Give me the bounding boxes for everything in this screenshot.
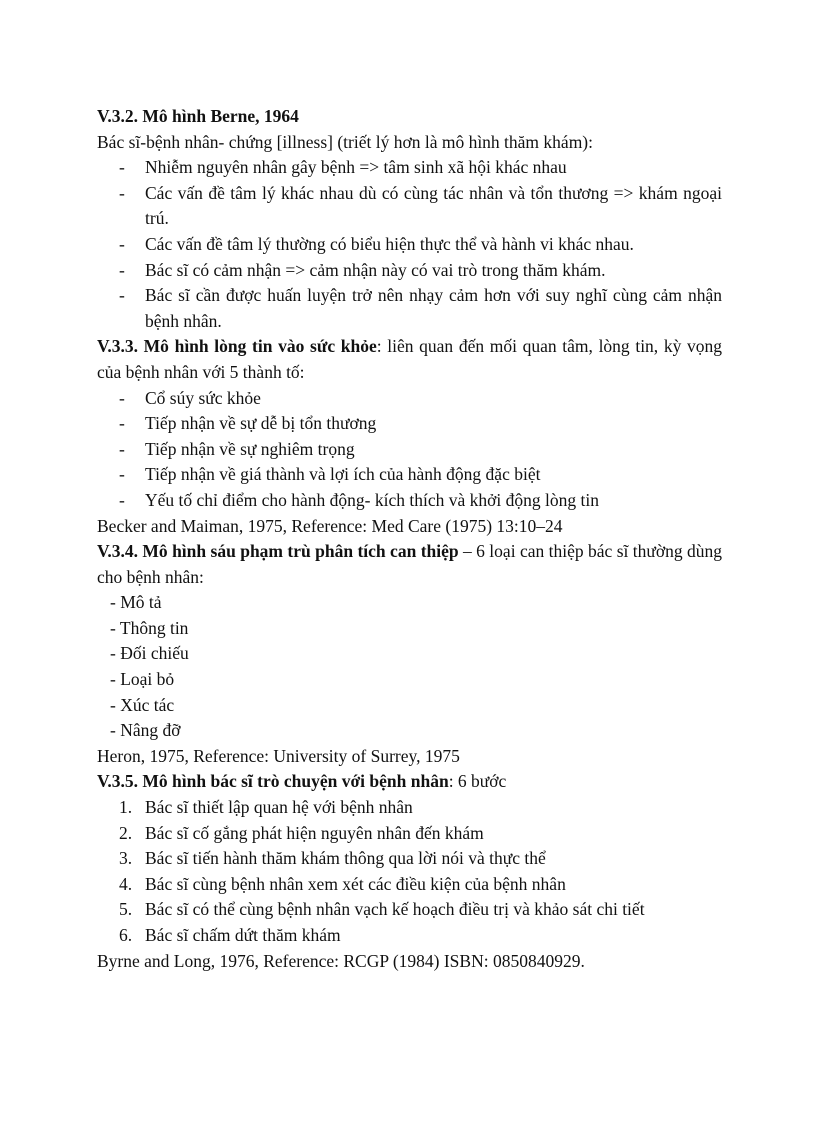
item-number: 4. [119, 873, 133, 894]
reference-v34: Heron, 1975, Reference: University of Surrey, 1975 [97, 745, 460, 766]
list-item: - Tiếp nhận về giá thành và lợi ích của hành động đặc biệt [97, 462, 722, 488]
item-number: 6. [119, 925, 133, 945]
item-number: 3. [119, 848, 133, 869]
item-number: 2. [119, 822, 133, 843]
list-item: - Nâng đỡ [110, 720, 181, 741]
numbered-item [97, 821, 722, 847]
list-item: - Cổ súy sức khỏe [97, 386, 722, 412]
list-item: - Các vấn đề tâm lý thường có biểu hiện thực thể và hành vi khác nhau. [97, 232, 722, 258]
section-heading-v34: V.3.4. Mô hình sáu phạm trù phân tích can thiệp [97, 541, 459, 562]
item-text: Bác sĩ thiết lập quan hệ với bệnh nhân [145, 797, 413, 818]
section-paragraph-v33 [97, 334, 722, 385]
item-number: 5. [119, 899, 133, 920]
numbered-item [97, 897, 722, 923]
list-item: - Thông tin [110, 617, 189, 638]
section-intro-v32: Bác sĩ-bệnh nhân- chứng [illness] (triết lý hơn là mô hình thăm khám): [97, 131, 593, 152]
reference-v35: Byrne and Long, 1976, Reference: RCGP (1984) ISBN: 0850840929. [97, 950, 585, 971]
section-intro-v33: : liên quan đến mối quan tâm, lòng tin, kỳ vọng của bệnh nhân với 5 thành tố: [97, 336, 722, 382]
document-page [97, 104, 722, 974]
item-text: Bác sĩ cùng bệnh nhân xem xét các điều kiện của bệnh nhân [145, 873, 566, 894]
item-text: Bác sĩ có thể cùng bệnh nhân vạch kế hoạch điều trị và khảo sát chi tiết [145, 899, 645, 920]
list-item: - Mô tả [110, 592, 162, 613]
section-intro-v34: – 6 loại can thiệp bác sĩ thường dùng cho bệnh nhân: [97, 541, 723, 587]
section-heading-v35: V.3.5. Mô hình bác sĩ trò chuyện với bệnh nhân [97, 771, 449, 792]
section-paragraph-v35 [97, 769, 722, 795]
list-item: - Đối chiếu [110, 643, 189, 664]
item-text: Bác sĩ chấm dứt thăm khám [145, 925, 341, 945]
section-heading-v32: V.3.2. Mô hình Berne, 1964 [97, 106, 299, 126]
numbered-item [97, 795, 722, 821]
item-text: Bác sĩ tiến hành thăm khám thông qua lời nói và thực thể [145, 848, 546, 869]
list-item: - Loại bỏ [110, 669, 175, 690]
list-item: - Các vấn đề tâm lý khác nhau dù có cùng tác nhân và tổn thương => khám ngoại trú. [97, 181, 722, 232]
list-item: - Tiếp nhận về sự nghiêm trọng [97, 437, 722, 463]
section-intro-v35: : 6 bước [448, 771, 507, 792]
list-item: - Bác sĩ cần được huấn luyện trở nên nhạy cảm hơn với suy nghĩ cùng cảm nhận bệnh nhân. [97, 283, 722, 334]
item-number: 1. [119, 797, 133, 818]
list-item: - Yếu tố chỉ điểm cho hành động- kích thích và khởi động lòng tin [97, 488, 722, 514]
item-text: Bác sĩ cố gắng phát hiện nguyên nhân đến khám [145, 822, 484, 843]
section-paragraph-v34 [97, 539, 722, 590]
list-item: - Nhiễm nguyên nhân gây bệnh => tâm sinh xã hội khác nhau [97, 155, 722, 181]
numbered-item [97, 923, 722, 949]
reference-v33: Becker and Maiman, 1975, Reference: Med Care (1975) 13:10–24 [97, 515, 563, 536]
numbered-item [97, 872, 722, 898]
section-heading-v33: V.3.3. Mô hình lòng tin vào sức khỏe [97, 336, 377, 357]
list-item: - Xúc tác [110, 694, 175, 715]
numbered-item [97, 846, 722, 872]
list-item: - Tiếp nhận về sự dễ bị tổn thương [97, 411, 722, 437]
list-item: - Bác sĩ có cảm nhận => cảm nhận này có vai trò trong thăm khám. [97, 258, 722, 284]
